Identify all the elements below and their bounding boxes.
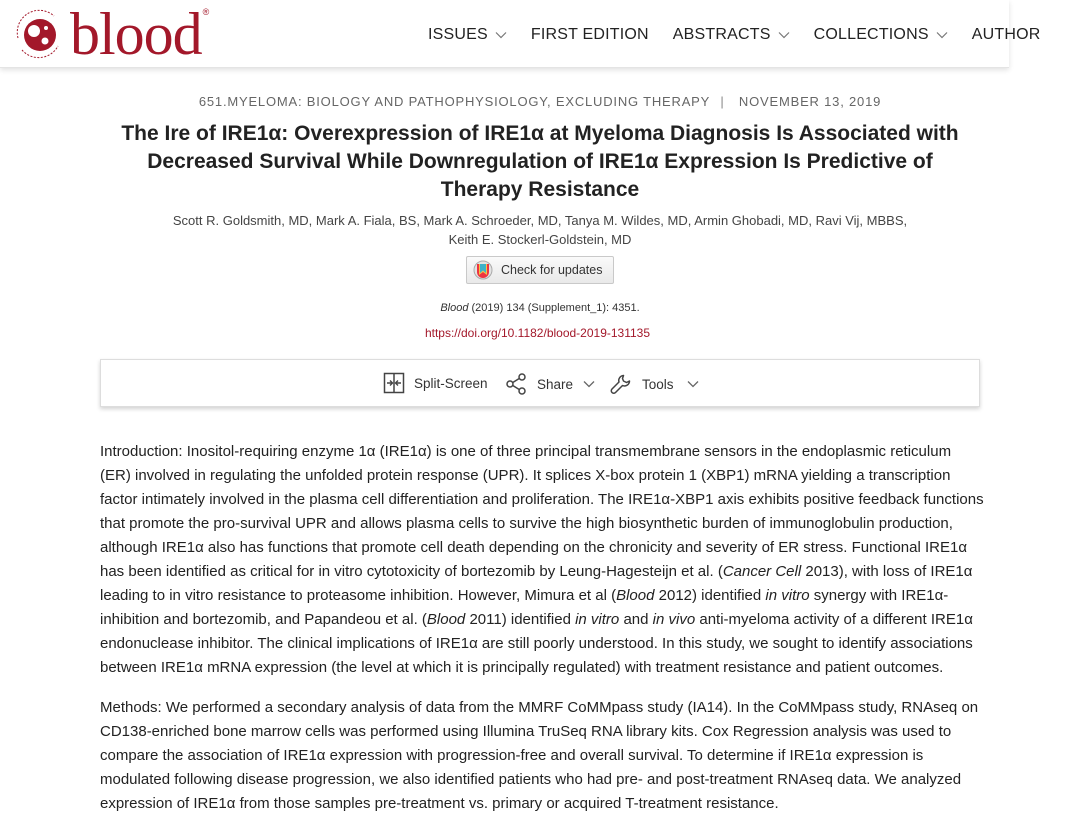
italic-text: Cancer Cell — [722, 563, 802, 580]
nav-item-author[interactable] — [972, 26, 1041, 44]
category-separator: | — [720, 94, 725, 109]
italic-text: Blood — [426, 611, 466, 628]
share-button[interactable] — [504, 372, 604, 396]
chevron-down-icon — [936, 31, 948, 39]
italic-text: Blood — [616, 587, 655, 604]
crossmark-icon — [473, 260, 493, 280]
article-category — [0, 94, 1080, 109]
chevron-down-icon — [495, 31, 507, 39]
nav-item-collections[interactable] — [814, 26, 948, 44]
text-segment: 2011) identified — [465, 611, 576, 628]
nav-item-label: FIRST EDITION — [530, 26, 649, 43]
main-nav — [428, 26, 1064, 44]
author-list[interactable] — [130, 211, 950, 249]
wrench-icon — [609, 372, 633, 396]
split-screen-icon — [383, 372, 405, 394]
authors-line-2[interactable]: Keith E. Stockerl-Goldstein, MD — [448, 232, 632, 247]
citation-journal: Blood — [440, 302, 469, 314]
abstract-body — [100, 440, 985, 832]
share-label: Share — [537, 376, 574, 392]
title-line-2: Decreased Survival While Downregulation of IRE1α Expression Is Predictive of — [147, 150, 933, 173]
text-segment: synergy with IRE1α-inhibition and bortezomib, and Papandeou et al. ( — [100, 587, 949, 628]
chevron-down-icon — [583, 380, 595, 388]
share-icon — [504, 372, 528, 396]
tools-button[interactable] — [609, 372, 708, 396]
nav-item-label: ISSUES — [428, 26, 488, 43]
split-screen-label: Split-Screen — [414, 375, 488, 391]
site-header — [0, 0, 1041, 68]
text-segment: 2013), with loss of IRE1α leading to in vitro resistance to proteasome inhibition. However, Mimura et al ( — [100, 563, 973, 604]
nav-item-abstracts[interactable] — [673, 26, 790, 44]
methods-paragraph: Methods: We performed a secondary analysis of data from the MMRF CoMMpass study (IA14). In the CoMMpass study, RNAseq on CD138-enriched bone marrow cells was performed using Illumina TruSeq RNA library kits. Cox Regression analysis was used to compare the association of IRE1α expression with progression-free and overall survival. To determine if IRE1α expression is modulated following disease progression, we also identified patients who had pre- and post-treatment RNAseq data. We analyzed expression of IRE1α from those samples pre-treatment vs. primary or acquired T-treatment resistance. — [100, 699, 979, 812]
registered-mark: ® — [202, 7, 210, 17]
nav-item-issues[interactable] — [428, 26, 507, 44]
check-for-updates-button[interactable] — [466, 256, 614, 284]
chevron-down-icon — [687, 380, 699, 388]
category-label[interactable]: 651.MYELOMA: BIOLOGY AND PATHOPHYSIOLOGY, EXCLUDING THERAPY — [198, 94, 710, 109]
ash-seal-icon — [10, 6, 68, 62]
check-for-updates-label: Check for updates — [501, 263, 603, 277]
introduction-paragraph — [100, 440, 985, 680]
blood-logo[interactable] — [10, 1, 210, 67]
logo-wordmark: blood — [70, 1, 202, 67]
nav-item-label: ABSTRACTS — [672, 26, 771, 43]
nav-item-label: COLLECTIONS — [813, 26, 929, 43]
nav-item-first-edition[interactable] — [531, 26, 649, 44]
split-screen-button[interactable] — [383, 372, 488, 394]
italic-text: in vitro — [575, 611, 620, 628]
text-segment: anti-myeloma activity of a different IRE1α endonuclease inhibitor. The clinical implications of IRE1α are still poorly understood. In this study, we sought to identify associations between IRE1α mRNA expression (the level at which it is principally regulated) with treatment resistance and patient outcomes. — [100, 611, 973, 676]
title-line-3: Therapy Resistance — [440, 178, 640, 201]
tools-label: Tools — [642, 376, 674, 392]
text-segment: 2012) identified — [654, 587, 766, 604]
citation — [0, 302, 1080, 314]
publish-date: NOVEMBER 13, 2019 — [738, 94, 882, 109]
text-segment: Introduction: Inositol-requiring enzyme 1α (IRE1α) is one of three principal transmembrane sensors in the endoplasmic reticulum (ER) involved in regulating the unfolded protein response (UPR). It splices X-box protein 1 (XBP1) mRNA yielding a transcription factor intimately involved in the plasma cell differentiation and proliferation. The IRE1α-XBP1 axis exhibits positive feedback functions that promote the pro-survival UPR and allows plasma cells to survive the high biosynthetic burden of immunoglobulin production, although IRE1α also has functions that promote cell death depending on the chronicity and severity of ER stress. Functional IRE1α has been identified as critical for in vitro cytotoxicity of bortezomib by Leung-Hagesteijn et al. ( — [100, 443, 984, 580]
doi-link[interactable]: https://doi.org/10.1182/blood-2019-131135 — [424, 326, 651, 340]
text-segment: and — [619, 611, 653, 628]
title-line-1: The Ire of IRE1α: Overexpression of IRE1α at Myeloma Diagnosis Is Associated with — [121, 122, 959, 145]
citation-details: (2019) 134 (Supplement_1): 4351. — [468, 302, 640, 314]
italic-text: in vivo — [652, 611, 696, 628]
chevron-down-icon — [778, 31, 790, 39]
article-toolbar — [100, 359, 980, 407]
nav-item-label: AUTHOR — [971, 26, 1041, 43]
italic-text: in vitro — [765, 587, 810, 604]
authors-line-1[interactable]: Scott R. Goldsmith, MD, Mark A. Fiala, BS, Mark A. Schroeder, MD, Tanya M. Wildes, MD, Armin Ghobadi, MD, Ravi Vij, MBBS, — [172, 213, 908, 228]
article-title — [95, 120, 985, 204]
